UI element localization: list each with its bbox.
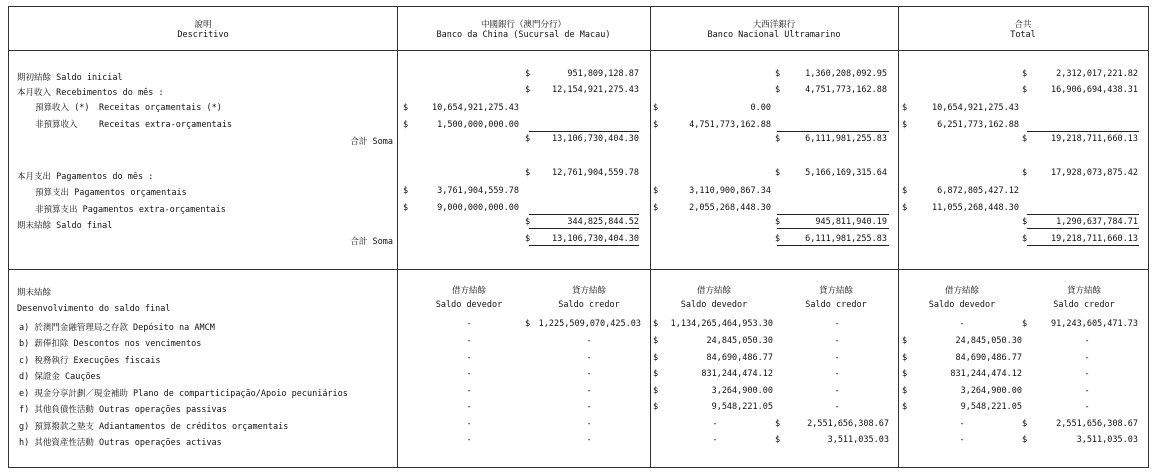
total-pagamentos: 17,928,073,875.42: [1051, 168, 1138, 178]
tot-cred-value: 2,551,656,308.67: [1056, 419, 1138, 429]
tot-cred-value: 91,243,605,471.73: [1051, 319, 1138, 329]
bnu-recebimentos: 4,751,773,162.88: [805, 85, 887, 95]
bnu-cred-header-pt: Saldo credor: [805, 300, 867, 310]
boc-saldo-final: 344,825,844.52: [567, 217, 639, 227]
boc-dev-value: -: [466, 369, 472, 379]
bnu-pag-extra: 2,055,268,448.30: [689, 203, 771, 213]
currency-sign: $: [1022, 217, 1028, 227]
row-label-soma: 合計 Soma: [350, 137, 393, 147]
currency-sign: $: [653, 120, 659, 130]
bnu-dev-value: -: [712, 435, 718, 445]
boc-dev-value: -: [466, 353, 472, 363]
boc-receitas-orc: 10,654,921,275.43: [432, 103, 519, 113]
currency-sign: $: [775, 69, 781, 79]
sum-underline: [777, 131, 889, 132]
sum-underline: [529, 214, 639, 215]
sum-underline: [777, 228, 889, 229]
currency-sign: $: [902, 120, 908, 130]
sum-underline: [1027, 131, 1139, 132]
currency-sign: $: [775, 435, 781, 445]
currency-sign: $: [653, 336, 659, 346]
header-total-zh: 合共: [1014, 20, 1032, 30]
total-pag-orc: 6,872,805,427.12: [937, 186, 1019, 196]
tot-dev-value: -: [959, 319, 965, 329]
sum-underline: [1027, 214, 1139, 215]
boc-dev-header-zh: 借方結餘: [451, 286, 486, 296]
bnu-dev-value: 84,690,486.77: [706, 353, 773, 363]
currency-sign: $: [775, 85, 781, 95]
currency-sign: $: [525, 69, 531, 79]
header-desc-zh: 說明: [194, 20, 212, 30]
header-desc-pt: Descritivo: [177, 30, 229, 40]
table-row-label: c) 稅務執行 Execuções fiscais: [19, 356, 161, 366]
boc-cred-value: -: [586, 336, 592, 346]
tot-cred-value: -: [1084, 353, 1090, 363]
currency-sign: $: [902, 186, 908, 196]
table-row-label: e) 現金分享計劃／現金補助 Plano de comparticipação/Apoio pecuniários: [19, 389, 348, 399]
boc-dev-header-pt: Saldo devedor: [435, 300, 503, 310]
currency-sign: $: [653, 386, 659, 396]
column-divider: [397, 7, 398, 467]
bnu-cred-value: 2,551,656,308.67: [807, 419, 889, 429]
row-label-soma: 合計 Soma: [350, 237, 393, 247]
total-receitas-extra: 6,251,773,162.88: [937, 120, 1019, 130]
boc-cred-header-pt: Saldo credor: [558, 300, 620, 310]
boc-dev-value: -: [466, 402, 472, 412]
table-row-label: f) 其他負債性活動 Outras operações passivas: [19, 405, 227, 415]
bnu-dev-header-pt: Saldo devedor: [680, 300, 748, 310]
table-row-label: d) 保證金 Cauções: [19, 372, 101, 382]
total-saldo-inicial: 2,312,017,221.82: [1056, 69, 1138, 79]
currency-sign: $: [902, 402, 908, 412]
sum-underline: [529, 131, 639, 132]
tot-cred-header-zh: 貸方結餘: [1066, 286, 1101, 296]
boc-dev-value: -: [466, 336, 472, 346]
tot-dev-value: 831,244,474.12: [950, 369, 1022, 379]
currency-sign: $: [653, 319, 659, 329]
currency-sign: $: [525, 217, 531, 227]
boc-cred-value: -: [586, 386, 592, 396]
currency-sign: $: [525, 134, 531, 144]
boc-cred-header-zh: 貸方結餘: [571, 286, 606, 296]
header-boc-pt: Banco da China (Sucursal de Macau): [436, 30, 611, 40]
currency-sign: $: [653, 186, 659, 196]
tot-cred-value: -: [1084, 369, 1090, 379]
column-divider: [650, 7, 651, 467]
bnu-soma-1: 6,111,981,255.83: [805, 134, 887, 144]
bnu-cred-value: -: [834, 319, 840, 329]
header-total-pt: Total: [1010, 30, 1036, 40]
currency-sign: $: [525, 319, 531, 329]
total-pag-extra: 11,055,268,448.30: [932, 203, 1019, 213]
currency-sign: $: [902, 386, 908, 396]
bnu-cred-value: -: [834, 386, 840, 396]
boc-cred-value: -: [586, 419, 592, 429]
currency-sign: $: [1022, 234, 1028, 244]
boc-soma-2: 13,106,730,404.30: [552, 234, 639, 244]
currency-sign: $: [775, 419, 781, 429]
tot-dev-value: -: [959, 419, 965, 429]
tot-dev-header-pt: Saldo devedor: [928, 300, 996, 310]
bnu-soma-2: 6,111,981,255.83: [805, 234, 887, 244]
currency-sign: $: [1022, 168, 1028, 178]
currency-sign: $: [653, 103, 659, 113]
total-soma-1: 19,218,711,660.13: [1051, 134, 1138, 144]
bnu-saldo-inicial: 1,360,208,092.95: [805, 69, 887, 79]
section-divider: [9, 269, 1148, 270]
bnu-dev-value: 831,244,474.12: [701, 369, 773, 379]
total-receitas-orc: 10,654,921,275.43: [932, 103, 1019, 113]
header-divider: [9, 50, 1148, 51]
row-label-saldo-final: 期末結餘 Saldo final: [17, 221, 113, 231]
currency-sign: $: [775, 168, 781, 178]
currency-sign: $: [775, 134, 781, 144]
tot-dev-value: 9,548,221.05: [960, 402, 1022, 412]
row-label-receitas-orc-pt: Receitas orçamentais (*): [99, 103, 222, 113]
currency-sign: $: [1022, 419, 1028, 429]
bnu-dev-value: 3,264,900.00: [711, 386, 773, 396]
currency-sign: $: [653, 369, 659, 379]
bnu-cred-value: -: [834, 336, 840, 346]
currency-sign: $: [653, 402, 659, 412]
total-soma-2: 19,218,711,660.13: [1051, 234, 1138, 244]
bottom-title-zh: 期末結餘: [17, 288, 52, 298]
currency-sign: $: [902, 336, 908, 346]
boc-pag-orc: 3,761,904,559.78: [437, 186, 519, 196]
tot-dev-value: 3,264,900.00: [960, 386, 1022, 396]
table-row-label: h) 其他資產性活動 Outras operações activas: [19, 438, 222, 448]
currency-sign: $: [525, 168, 531, 178]
header-bnu-zh: 大西洋銀行: [752, 20, 796, 30]
row-label-recebimentos: 本月收入 Recebimentos do mês :: [17, 88, 164, 98]
row-label-pag-extra: 非預算支出 Pagamentos extra-orçamentais: [35, 205, 226, 215]
tot-cred-value: 3,511,035.03: [1076, 435, 1138, 445]
tot-cred-header-pt: Saldo credor: [1053, 300, 1115, 310]
currency-sign: $: [403, 186, 409, 196]
row-label-pag-orc: 預算支出 Pagamentos orçamentais: [35, 188, 187, 198]
bnu-dev-header-zh: 借方結餘: [696, 286, 731, 296]
row-label-pagamentos: 本月支出 Pagamentos do mês :: [17, 172, 154, 182]
table-row-label: g) 預算撥款之墊支 Adiantamentos de créditos orçamentais: [19, 422, 289, 432]
total-double-underline: [529, 245, 639, 246]
currency-sign: $: [1022, 435, 1028, 445]
currency-sign: $: [525, 85, 531, 95]
bnu-cred-header-zh: 貸方結餘: [818, 286, 853, 296]
currency-sign: $: [403, 203, 409, 213]
currency-sign: $: [902, 103, 908, 113]
bnu-cred-value: -: [834, 402, 840, 412]
total-recebimentos: 16,906,694,438.31: [1051, 85, 1138, 95]
currency-sign: $: [902, 203, 908, 213]
table-row-label: a) 於澳門金融管理局之存款 Depósito na AMCM: [19, 323, 215, 333]
total-double-underline: [777, 245, 889, 246]
bnu-cred-value: 3,511,035.03: [827, 435, 889, 445]
currency-sign: $: [403, 120, 409, 130]
sum-underline: [529, 228, 639, 229]
tot-dev-value: 24,845,050.30: [955, 336, 1022, 346]
boc-dev-value: -: [466, 319, 472, 329]
row-label-receitas-orc-zh: 預算收入 (*): [35, 103, 90, 113]
total-double-underline: [1027, 245, 1139, 246]
bnu-cred-value: -: [834, 369, 840, 379]
header-bnu-pt: Banco Nacional Ultramarino: [707, 30, 841, 40]
bnu-receitas-orc: 0.00: [750, 103, 771, 113]
currency-sign: $: [902, 369, 908, 379]
bnu-dev-value: 1,134,265,464,953.30: [670, 319, 773, 329]
row-label-receitas-extra-pt: Receitas extra-orçamentais: [99, 120, 233, 130]
bottom-title-pt: Desenvolvimento do saldo final: [17, 304, 171, 314]
boc-soma-1: 13,106,730,404.30: [552, 134, 639, 144]
total-saldo-final: 1,290,637,784.71: [1056, 217, 1138, 227]
sum-underline: [777, 214, 889, 215]
tot-dev-value: -: [959, 435, 965, 445]
boc-dev-value: -: [466, 435, 472, 445]
currency-sign: $: [1022, 319, 1028, 329]
bnu-saldo-final: 945,811,940.19: [815, 217, 887, 227]
bnu-pagamentos: 5,166,169,315.64: [805, 168, 887, 178]
tot-dev-value: 84,690,486.77: [955, 353, 1022, 363]
row-label-receitas-extra-zh: 非預算收入: [35, 120, 78, 130]
tot-cred-value: -: [1084, 402, 1090, 412]
tot-cred-value: -: [1084, 336, 1090, 346]
bnu-pag-orc: 3,110,900,867.34: [689, 186, 771, 196]
sum-underline: [1027, 228, 1139, 229]
boc-receitas-extra: 1,500,000,000.00: [437, 120, 519, 130]
table-row-label: b) 薪俸扣除 Descontos nos vencimentos: [19, 339, 202, 349]
statement-table: [8, 6, 1149, 468]
boc-cred-value: 1,225,509,070,425.03: [538, 319, 641, 329]
bnu-receitas-extra: 4,751,773,162.88: [689, 120, 771, 130]
boc-cred-value: -: [586, 435, 592, 445]
boc-cred-value: -: [586, 402, 592, 412]
header-boc-zh: 中國銀行（澳門分行）: [480, 20, 566, 30]
boc-dev-value: -: [466, 386, 472, 396]
boc-saldo-inicial: 951,809,128.87: [567, 69, 639, 79]
boc-recebimentos: 12,154,921,275.43: [552, 85, 639, 95]
currency-sign: $: [775, 217, 781, 227]
boc-pagamentos: 12,761,904,559.78: [552, 168, 639, 178]
currency-sign: $: [403, 103, 409, 113]
boc-cred-value: -: [586, 353, 592, 363]
bnu-dev-value: 24,845,050.30: [706, 336, 773, 346]
currency-sign: $: [902, 353, 908, 363]
boc-cred-value: -: [586, 369, 592, 379]
currency-sign: $: [653, 203, 659, 213]
currency-sign: $: [775, 234, 781, 244]
tot-cred-value: -: [1084, 386, 1090, 396]
bnu-dev-value: 9,548,221.05: [711, 402, 773, 412]
column-divider: [898, 7, 899, 467]
currency-sign: $: [525, 234, 531, 244]
bnu-cred-value: -: [834, 353, 840, 363]
boc-dev-value: -: [466, 419, 472, 429]
boc-pag-extra: 9,000,000,000.00: [437, 203, 519, 213]
currency-sign: $: [1022, 85, 1028, 95]
tot-dev-header-zh: 借方結餘: [944, 286, 979, 296]
currency-sign: $: [1022, 69, 1028, 79]
row-label-saldo-inicial: 期初結餘 Saldo inicial: [17, 73, 123, 83]
currency-sign: $: [653, 353, 659, 363]
currency-sign: $: [1022, 134, 1028, 144]
bnu-dev-value: -: [712, 419, 718, 429]
